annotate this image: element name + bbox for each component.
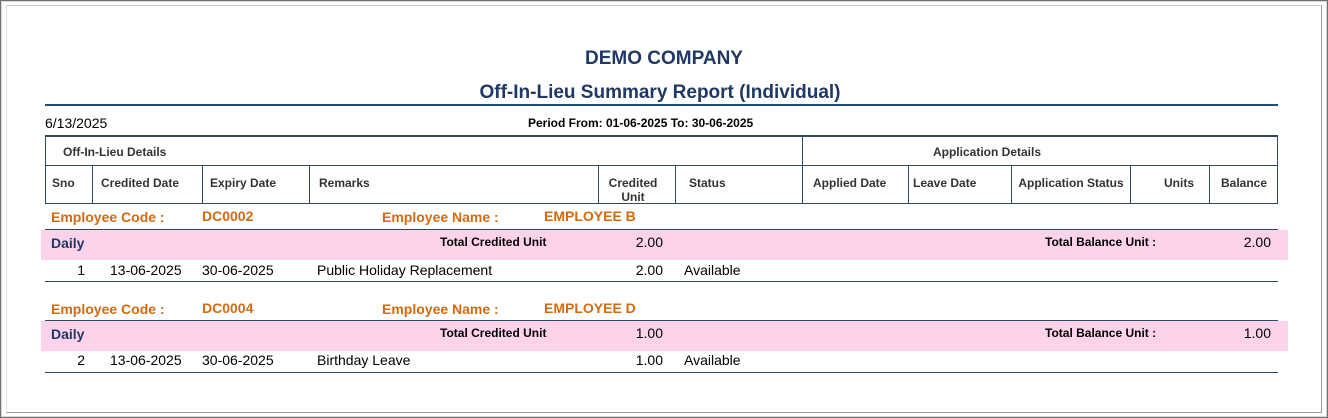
col-divider	[675, 165, 676, 203]
employee-code-value: DC0004	[202, 300, 254, 316]
col-divider	[1130, 165, 1131, 203]
report-period: Period From: 01-06-2025 To: 30-06-2025	[528, 116, 754, 130]
employee-code-label: Employee Code :	[51, 301, 165, 317]
col-application-status: Application Status	[1018, 176, 1124, 190]
col-divider	[202, 165, 203, 203]
title-divider	[45, 104, 1278, 106]
company-name: DEMO COMPANY	[585, 48, 743, 69]
col-divider	[1209, 165, 1210, 203]
total-credited-label: Total Credited Unit	[440, 235, 547, 249]
col-divider	[908, 165, 909, 203]
frequency-label: Daily	[51, 235, 85, 251]
column-header-table	[45, 135, 1278, 204]
col-remarks: Remarks	[319, 176, 370, 190]
row-credited-date: 13-06-2025	[110, 262, 182, 278]
header-divider-left	[46, 165, 802, 166]
col-units: Units	[1164, 176, 1194, 190]
row-credited-unit: 1.00	[635, 352, 663, 368]
col-applied-date: Applied Date	[813, 176, 887, 190]
col-status: Status	[689, 176, 726, 190]
row-sno: 2	[77, 352, 85, 368]
employee-name-label: Employee Name :	[382, 209, 499, 225]
col-divider	[92, 165, 93, 203]
employee-name-value: EMPLOYEE B	[544, 208, 636, 224]
col-expiry-date: Expiry Date	[210, 176, 277, 190]
group-header-details: Off-In-Lieu Details	[63, 145, 167, 159]
summary-band	[41, 230, 1288, 260]
total-credited-label: Total Credited Unit	[440, 326, 547, 340]
col-credited-date: Credited Date	[101, 176, 180, 190]
total-credited-value: 1.00	[635, 325, 663, 341]
col-sno: Sno	[52, 176, 75, 190]
summary-band	[41, 321, 1288, 351]
col-leave-date: Leave Date	[913, 176, 977, 190]
row-expiry-date: 30-06-2025	[202, 352, 274, 368]
col-credited-unit: Credited Unit	[608, 176, 658, 204]
total-balance-value: 2.00	[1243, 234, 1271, 250]
total-balance-label: Total Balance Unit :	[1045, 235, 1157, 249]
row-remarks: Birthday Leave	[317, 352, 411, 368]
report-title: Off-In-Lieu Summary Report (Individual)	[479, 82, 841, 103]
header-divider-right	[802, 165, 1277, 166]
row-expiry-date: 30-06-2025	[202, 262, 274, 278]
col-balance: Balance	[1221, 176, 1268, 190]
total-balance-label: Total Balance Unit :	[1045, 326, 1157, 340]
row-sno: 1	[77, 262, 85, 278]
employee-code-label: Employee Code :	[51, 209, 165, 225]
employee-name-label: Employee Name :	[382, 301, 499, 317]
row-credited-date: 13-06-2025	[110, 352, 182, 368]
row-divider	[45, 372, 1278, 373]
row-credited-unit: 2.00	[635, 262, 663, 278]
print-date: 6/13/2025	[45, 115, 108, 131]
employee-name-value: EMPLOYEE D	[544, 300, 636, 316]
total-balance-value: 1.00	[1243, 325, 1271, 341]
total-credited-value: 2.00	[635, 234, 663, 250]
row-remarks: Public Holiday Replacement	[317, 262, 493, 278]
row-status: Available	[684, 262, 741, 278]
row-divider	[45, 281, 1278, 282]
col-divider	[309, 165, 310, 203]
employee-code-value: DC0002	[202, 208, 254, 224]
frequency-label: Daily	[51, 326, 85, 342]
row-status: Available	[684, 352, 741, 368]
group-header-application: Application Details	[932, 145, 1042, 159]
